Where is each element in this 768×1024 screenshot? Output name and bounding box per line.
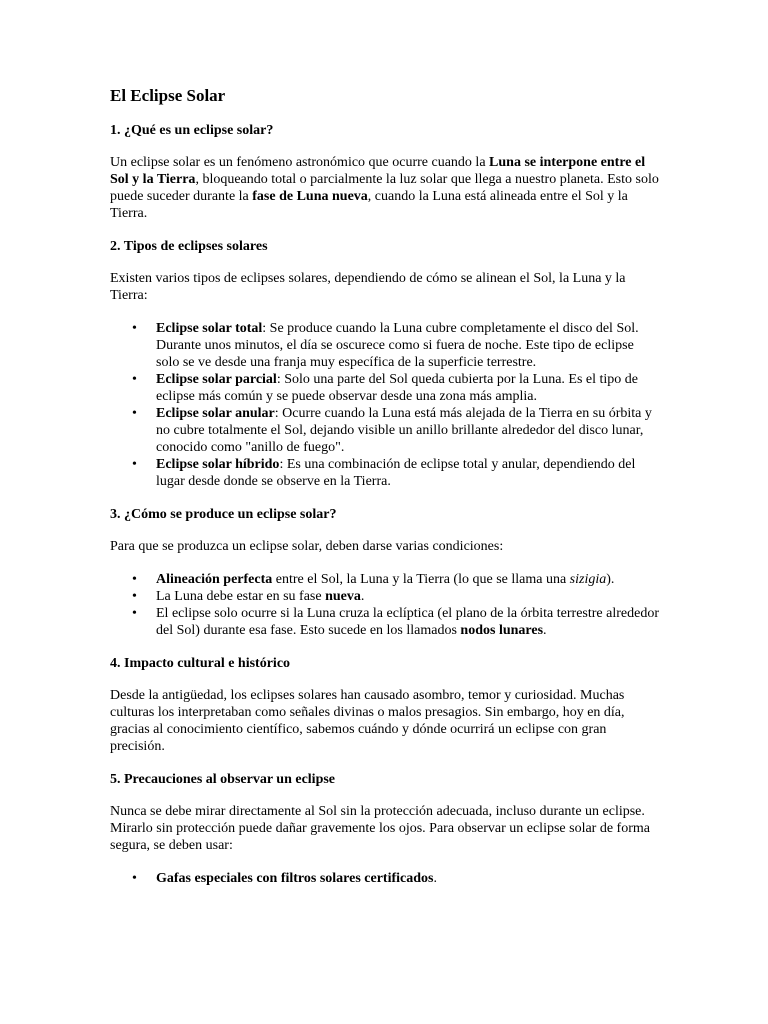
text-run: ).: [606, 572, 615, 587]
section-4-heading: 4. Impacto cultural e histórico: [110, 656, 291, 671]
bold-run: Gafas especiales con filtros solares certificados: [156, 871, 434, 886]
document-content: [110, 86, 660, 903]
bullet-icon: •: [132, 457, 137, 472]
text-run: , cuando la Luna está alineada entre el Sol y la Tierra.: [110, 189, 628, 221]
list-item: [110, 320, 660, 371]
bold-run: fase de Luna nueva: [252, 189, 368, 204]
bold-run: Alineación perfecta: [156, 572, 273, 587]
bold-run: nodos lunares: [460, 623, 544, 638]
bold-run: Luna se interpone entre el Sol y la Tierra: [110, 155, 646, 187]
list-item-term: Eclipse solar parcial: [156, 372, 277, 387]
section-3-heading: 3. ¿Cómo se produce un eclipse solar?: [110, 507, 337, 522]
bullet-icon: •: [132, 589, 137, 604]
bullet-icon: •: [132, 406, 137, 421]
text-run: .: [360, 589, 365, 604]
section-1-heading: 1. ¿Qué es un eclipse solar?: [110, 123, 274, 138]
list-item: [110, 456, 660, 490]
conditions-list: [110, 571, 660, 639]
text-run: entre el Sol, la Luna y la Tierra (lo que se llama una: [272, 572, 570, 587]
list-item: [110, 870, 660, 887]
bullet-icon: •: [132, 372, 137, 387]
bullet-icon: •: [132, 572, 137, 587]
list-item: [110, 371, 660, 405]
bold-run: nueva: [325, 589, 361, 604]
text-run: .: [433, 871, 437, 886]
section-2-intro: Existen varios tipos de eclipses solares, dependiendo de cómo se alinean el Sol, la Luna y la Tierra:: [110, 271, 626, 303]
document-title: El Eclipse Solar: [110, 86, 226, 105]
text-run: , bloqueando total o parcialmente la luz solar que llega a nuestro planeta. Esto solo puede suceder durante la: [110, 172, 659, 204]
text-run: .: [543, 623, 547, 638]
bullet-icon: •: [132, 606, 137, 621]
list-item-text: : Se produce cuando la Luna cubre completamente el disco del Sol. Durante unos minutos, el día se oscurece como si fuera de noche. Este tipo de eclipse solo se ve desde una franja muy específica de la superficie terrestre.: [156, 321, 639, 370]
bullet-icon: •: [132, 871, 137, 886]
list-item: [110, 571, 660, 588]
list-item-term: Eclipse solar híbrido: [156, 457, 280, 472]
text-run: La Luna debe estar en su fase: [156, 589, 326, 604]
eclipse-types-list: [110, 320, 660, 490]
precautions-list: [110, 870, 660, 887]
section-5-heading: 5. Precauciones al observar un eclipse: [110, 772, 336, 787]
section-4-paragraph: Desde la antigüedad, los eclipses solares han causado asombro, temor y curiosidad. Muchas culturas los interpretaban como señales divinas o malos presagios. Sin embargo, hoy en día, gracias al conocimiento científico, sabemos cuándo y dónde ocurrirá un eclipse con gran precisión.: [110, 688, 625, 754]
bullet-icon: •: [132, 321, 137, 336]
section-2-heading: 2. Tipos de eclipses solares: [110, 239, 268, 254]
list-item: [110, 605, 660, 639]
section-3-intro: Para que se produzca un eclipse solar, deben darse varias condiciones:: [110, 539, 504, 554]
list-item-text: : Ocurre cuando la Luna está más alejada de la Tierra en su órbita y no cubre totalmente el Sol, dejando visible un anillo brillante alrededor del disco lunar, conocido como "anillo de fuego".: [156, 406, 652, 455]
italic-run: sizigia: [569, 572, 607, 587]
list-item-text: : Solo una parte del Sol queda cubierta por la Luna. Es el tipo de eclipse más común y se puede observar desde una zona más amplia.: [156, 372, 639, 404]
list-item-term: Eclipse solar anular: [156, 406, 275, 421]
list-item-term: Eclipse solar total: [156, 321, 263, 336]
text-run: Un eclipse solar es un fenómeno astronómico que ocurre cuando la: [110, 155, 490, 170]
list-item-text: : Es una combinación de eclipse total y anular, dependiendo del lugar desde donde se observe en la Tierra.: [156, 457, 636, 489]
text-run: El eclipse solo ocurre si la Luna cruza la eclíptica (el plano de la órbita terrestre alrededor del Sol) durante esa fase. Esto sucede en los llamados: [156, 606, 659, 638]
section-5-paragraph: Nunca se debe mirar directamente al Sol sin la protección adecuada, incluso durante un eclipse. Mirarlo sin protección puede dañar gravemente los ojos. Para observar un eclipse solar de forma segura, se deben usar:: [110, 804, 650, 853]
list-item: [110, 405, 660, 456]
list-item: [110, 588, 660, 605]
section-1-paragraph: [110, 154, 660, 222]
